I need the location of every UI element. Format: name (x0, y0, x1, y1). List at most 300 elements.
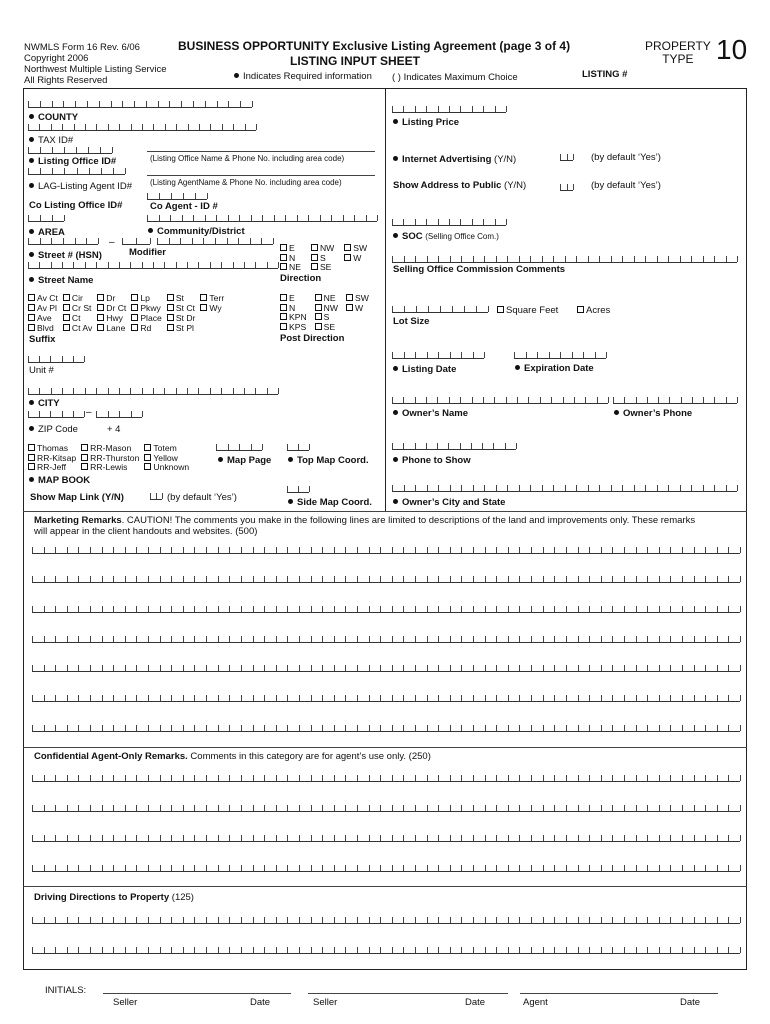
suffix-option[interactable]: Blvd (28, 324, 58, 333)
field-tick (450, 775, 451, 781)
field-tick (187, 388, 188, 394)
agent-initials-line[interactable] (520, 993, 718, 994)
owner-phone-field[interactable] (613, 394, 737, 404)
field-tick (438, 576, 439, 582)
field-tick (705, 606, 706, 612)
field-tick (253, 725, 254, 731)
field-tick (496, 485, 497, 491)
checkbox-icon[interactable] (63, 304, 70, 311)
field-tick (496, 695, 497, 701)
field-tick (159, 215, 160, 221)
checkbox-icon[interactable] (315, 304, 322, 311)
checkbox-icon[interactable] (167, 314, 174, 321)
post-direction-option[interactable]: S (315, 313, 338, 323)
field-tick (299, 606, 300, 612)
checkbox-icon[interactable] (280, 254, 287, 261)
direction-sw-option[interactable]: SW (344, 244, 367, 254)
suffix-option[interactable]: Ct (63, 314, 92, 323)
marketing-remarks-line[interactable] (32, 662, 740, 672)
suffix-option[interactable]: Terr (200, 294, 224, 303)
listing-office-id-field[interactable] (28, 144, 112, 154)
checkbox-icon[interactable] (167, 304, 174, 311)
seller2-initials-line[interactable] (308, 993, 508, 994)
phone-to-show-label: Phone to Show (393, 456, 471, 466)
seller1-initials-line[interactable] (103, 993, 291, 994)
checkbox-icon[interactable] (97, 294, 104, 301)
property-type-label: PROPERTY TYPE (645, 39, 711, 66)
field-tick (228, 101, 229, 107)
suffix-option[interactable]: Av Ct (28, 294, 58, 303)
direction-nw-option[interactable]: NW (311, 244, 334, 254)
field-tick (728, 636, 729, 642)
field-tick (357, 947, 358, 953)
marketing-remarks-line[interactable] (32, 692, 740, 702)
map-book-option[interactable]: RR-Jeff (28, 463, 76, 473)
field-tick (508, 547, 509, 553)
field-tick (728, 805, 729, 811)
field-tick (680, 256, 681, 262)
suffix-option[interactable]: Ct Av (63, 324, 92, 333)
field-tick (84, 356, 85, 362)
checkbox-icon[interactable] (131, 314, 138, 321)
field-tick (599, 485, 600, 491)
checkbox-icon[interactable] (311, 244, 318, 251)
checkbox-icon[interactable] (28, 294, 35, 301)
checkbox-icon[interactable] (315, 294, 322, 301)
field-tick (218, 775, 219, 781)
post-direction-option[interactable]: NE (315, 294, 338, 304)
field-tick (264, 576, 265, 582)
field-tick (67, 695, 68, 701)
street-number-field[interactable] (28, 259, 278, 269)
property-type-value: 10 (716, 34, 748, 65)
field-tick (101, 168, 102, 174)
suffix-option[interactable]: Av Pl (28, 304, 58, 313)
zip4-label: + 4 (107, 424, 121, 435)
field-tick (102, 547, 103, 553)
checkbox-icon[interactable] (344, 244, 351, 251)
map-book-option[interactable]: Thomas (28, 444, 76, 454)
bullet-icon (515, 365, 520, 370)
checkbox-icon[interactable] (315, 323, 322, 330)
post-direction-option[interactable]: SW (346, 294, 369, 304)
map-book-option[interactable]: Yellow (144, 454, 189, 464)
field-tick (578, 725, 579, 731)
co-agent-id-box[interactable] (147, 190, 207, 200)
field-tick (438, 256, 439, 262)
checkbox-icon[interactable] (280, 313, 287, 320)
suffix-option[interactable]: Dr (97, 294, 126, 303)
show-address-field[interactable] (560, 181, 573, 191)
field-tick (482, 443, 483, 449)
checkbox-icon[interactable] (280, 304, 287, 311)
field-tick (508, 835, 509, 841)
field-tick (636, 636, 637, 642)
field-tick (32, 725, 33, 731)
direction-s-option[interactable]: S (311, 254, 334, 264)
checkbox-icon[interactable] (131, 294, 138, 301)
checkbox-icon[interactable] (131, 304, 138, 311)
field-tick (287, 576, 288, 582)
field-tick (485, 805, 486, 811)
field-tick (241, 947, 242, 953)
field-tick (96, 411, 97, 417)
field-tick (668, 256, 669, 262)
field-tick (647, 397, 648, 403)
field-tick (540, 397, 541, 403)
map-book-option[interactable]: RR-Lewis (81, 463, 139, 473)
field-tick (229, 917, 230, 923)
field-tick (112, 147, 113, 153)
field-tick (427, 256, 428, 262)
directions-line[interactable] (32, 914, 740, 924)
county-field[interactable] (28, 98, 252, 108)
field-tick (519, 485, 520, 491)
checkbox-icon[interactable] (28, 444, 35, 451)
city-field[interactable] (28, 385, 278, 395)
lag-agent-field[interactable] (28, 165, 125, 175)
checkbox-icon[interactable] (28, 454, 35, 461)
field-tick (311, 636, 312, 642)
suffix-option[interactable]: Wy (200, 304, 224, 313)
field-tick (44, 695, 45, 701)
field-tick (241, 665, 242, 671)
field-tick (705, 725, 706, 731)
field-tick (543, 775, 544, 781)
field-tick (32, 805, 33, 811)
field-tick (245, 124, 246, 130)
checkbox-icon[interactable] (497, 306, 504, 313)
field-tick (392, 106, 393, 112)
field-tick (55, 805, 56, 811)
field-tick (508, 865, 509, 871)
checkbox-icon[interactable] (280, 294, 287, 301)
checkbox-icon[interactable] (280, 244, 287, 251)
direction-e-option[interactable]: E (280, 244, 301, 254)
field-tick (62, 356, 63, 362)
field-tick (171, 695, 172, 701)
field-tick (485, 547, 486, 553)
checkbox-icon[interactable] (315, 313, 322, 320)
field-tick (589, 725, 590, 731)
field-tick (194, 947, 195, 953)
field-tick (589, 606, 590, 612)
suffix-option[interactable]: Ave (28, 314, 58, 323)
field-tick (357, 725, 358, 731)
tax-id-label: TAX ID# (29, 136, 73, 146)
checkbox-icon[interactable] (97, 304, 104, 311)
field-tick (206, 665, 207, 671)
field-tick (461, 835, 462, 841)
field-tick (415, 219, 416, 225)
field-tick (125, 775, 126, 781)
field-tick (216, 215, 217, 221)
checkbox-icon[interactable] (63, 294, 70, 301)
confidential-remarks-line[interactable] (32, 832, 740, 842)
checkbox-icon[interactable] (81, 454, 88, 461)
field-tick (578, 805, 579, 811)
field-tick (494, 397, 495, 403)
phone-to-show-field[interactable] (392, 440, 516, 450)
post-direction-option[interactable]: E (280, 294, 307, 304)
field-tick (308, 215, 309, 221)
field-tick (345, 547, 346, 553)
field-tick (566, 775, 567, 781)
community-field[interactable] (157, 235, 273, 245)
bullet-icon (29, 400, 34, 405)
listing-price-label: Listing Price (393, 118, 459, 128)
checkbox-icon[interactable] (280, 263, 287, 270)
field-tick (585, 397, 586, 403)
checkbox-icon[interactable] (346, 304, 353, 311)
post-direction-option[interactable]: SE (315, 323, 338, 333)
checkbox-icon[interactable] (167, 294, 174, 301)
checkbox-icon[interactable] (63, 314, 70, 321)
soc-field[interactable] (392, 216, 506, 226)
suffix-option[interactable]: Cir (63, 294, 92, 303)
marketing-remarks-line[interactable] (32, 544, 740, 554)
checkbox-icon[interactable] (97, 324, 104, 331)
checkbox-icon[interactable] (167, 324, 174, 331)
confidential-remarks-line[interactable] (32, 802, 740, 812)
field-tick (148, 547, 149, 553)
suffix-option[interactable]: St Pl (167, 324, 196, 333)
field-tick (682, 576, 683, 582)
field-tick (90, 725, 91, 731)
field-tick (287, 636, 288, 642)
map-book-option[interactable]: Unknown (144, 463, 189, 473)
field-tick (416, 306, 417, 312)
field-tick (560, 184, 561, 190)
co-listing-office-field[interactable] (28, 212, 64, 222)
suffix-option[interactable]: Rd (131, 324, 162, 333)
street-name-label: Street Name (29, 276, 93, 286)
field-tick (403, 636, 404, 642)
checkbox-icon[interactable] (131, 324, 138, 331)
field-tick (496, 256, 497, 262)
checkbox-icon[interactable] (97, 314, 104, 321)
suffix-option[interactable]: Pkwy (131, 304, 162, 313)
field-tick (169, 101, 170, 107)
field-tick (427, 835, 428, 841)
field-tick (206, 695, 207, 701)
checkbox-icon[interactable] (346, 294, 353, 301)
direction-ne-option[interactable]: NE (280, 263, 301, 273)
directions-line[interactable] (32, 944, 740, 954)
field-tick (392, 865, 393, 871)
rights: All Rights Reserved (24, 75, 108, 86)
unit-field[interactable] (28, 353, 84, 363)
checkbox-icon[interactable] (63, 324, 70, 331)
field-tick (122, 238, 123, 244)
post-direction-option[interactable]: N (280, 304, 307, 314)
map-page-field[interactable] (216, 441, 262, 451)
map-book-option[interactable]: RR-Mason (81, 444, 139, 454)
field-tick (75, 238, 76, 244)
field-tick (508, 917, 509, 923)
field-tick (611, 485, 612, 491)
field-tick (119, 262, 120, 268)
field-tick (86, 238, 87, 244)
post-direction-option[interactable]: NW (315, 304, 338, 314)
field-tick (148, 695, 149, 701)
field-tick (519, 805, 520, 811)
field-tick (322, 917, 323, 923)
field-tick (578, 835, 579, 841)
top-map-field[interactable] (287, 441, 309, 451)
field-tick (740, 835, 741, 841)
field-tick (728, 865, 729, 871)
field-tick (229, 547, 230, 553)
checkbox-icon[interactable] (28, 314, 35, 321)
field-tick (404, 352, 405, 358)
side-map-field[interactable] (287, 483, 309, 493)
listing-number-label: LISTING # (582, 69, 628, 80)
direction-w-option[interactable]: W (344, 254, 367, 264)
zip4-field[interactable] (96, 408, 142, 418)
owner-city-state-field[interactable] (392, 482, 737, 492)
page-subtitle: LISTING INPUT SHEET (290, 54, 421, 68)
area-sub-field[interactable] (122, 235, 150, 245)
owner-name-field[interactable] (392, 394, 608, 404)
suffix-option[interactable]: Cr St (63, 304, 92, 313)
field-tick (194, 606, 195, 612)
soc-comments-field[interactable] (392, 253, 737, 263)
checkbox-icon[interactable] (280, 323, 287, 330)
suffix-option[interactable]: Lp (131, 294, 162, 303)
checkbox-icon[interactable] (344, 254, 351, 261)
bullet-icon (29, 229, 34, 234)
field-tick (369, 917, 370, 923)
field-tick (276, 636, 277, 642)
post-direction-option[interactable]: KPS (280, 323, 307, 333)
field-tick (438, 636, 439, 642)
suffix-option[interactable]: Place (131, 314, 162, 323)
field-tick (253, 576, 254, 582)
bullet-icon (234, 73, 239, 78)
confidential-remarks-line[interactable] (32, 772, 740, 782)
map-book-option[interactable]: RR-Kitsap (28, 454, 76, 464)
listing-price-field[interactable] (392, 103, 506, 113)
post-direction-option[interactable]: W (346, 304, 369, 314)
square-feet-option[interactable]: Square Feet (497, 306, 558, 316)
field-tick (147, 193, 148, 199)
field-tick (450, 606, 451, 612)
field-tick (426, 443, 427, 449)
field-tick (369, 665, 370, 671)
map-book-option[interactable]: Totem (144, 444, 189, 454)
checkbox-icon[interactable] (144, 463, 151, 470)
checkbox-icon[interactable] (577, 306, 584, 313)
marketing-remarks-line[interactable] (32, 603, 740, 613)
map-book-option[interactable]: RR-Thurston (81, 454, 139, 464)
field-tick (612, 865, 613, 871)
field-tick (659, 865, 660, 871)
section-divider (23, 511, 747, 512)
suffix-option[interactable]: St Ct (167, 304, 196, 313)
field-tick (403, 835, 404, 841)
listing-date-field[interactable] (392, 349, 484, 359)
tax-id-field[interactable] (28, 121, 256, 131)
field-tick (345, 805, 346, 811)
co-agent-field[interactable] (147, 212, 377, 222)
marketing-remarks-line[interactable] (32, 633, 740, 643)
field-tick (102, 917, 103, 923)
suffix-option[interactable]: Dr Ct (97, 304, 126, 313)
checkbox-icon[interactable] (81, 444, 88, 451)
field-tick (160, 606, 161, 612)
field-tick (357, 835, 358, 841)
field-tick (595, 352, 596, 358)
checkbox-icon[interactable] (200, 294, 207, 301)
field-tick (426, 106, 427, 112)
checkbox-icon[interactable] (311, 254, 318, 261)
field-tick (589, 805, 590, 811)
direction-se-option[interactable]: SE (311, 263, 334, 273)
show-map-link-field[interactable] (150, 490, 162, 500)
field-tick (483, 106, 484, 112)
expiration-date-field[interactable] (514, 349, 606, 359)
zip-field[interactable] (28, 408, 84, 418)
field-tick (531, 865, 532, 871)
lot-size-field[interactable] (392, 303, 488, 313)
field-tick (309, 444, 310, 450)
lag-agent-line[interactable] (147, 175, 375, 176)
field-tick (472, 106, 473, 112)
area-field[interactable] (28, 235, 98, 245)
checkbox-icon[interactable] (81, 463, 88, 470)
field-tick (183, 636, 184, 642)
field-tick (171, 947, 172, 953)
field-tick (578, 695, 579, 701)
confidential-remarks-line[interactable] (32, 862, 740, 872)
marketing-remarks-line[interactable] (32, 573, 740, 583)
checkbox-icon[interactable] (144, 444, 151, 451)
field-tick (601, 917, 602, 923)
field-tick (438, 665, 439, 671)
internet-adv-field[interactable] (560, 151, 573, 161)
suffix-option[interactable]: Lane (97, 324, 126, 333)
field-tick (264, 835, 265, 841)
suffix-option[interactable]: St (167, 294, 196, 303)
field-tick (415, 106, 416, 112)
suffix-option[interactable]: Hwy (97, 314, 126, 323)
direction-n-option[interactable]: N (280, 254, 301, 264)
checkbox-icon[interactable] (28, 463, 35, 470)
post-direction-option[interactable]: KPN (280, 313, 307, 323)
field-tick (680, 485, 681, 491)
field-tick (55, 665, 56, 671)
column-divider (385, 88, 386, 512)
listing-office-line[interactable] (147, 151, 375, 152)
field-tick (549, 352, 550, 358)
field-tick (322, 665, 323, 671)
field-tick (728, 835, 729, 841)
checkbox-icon[interactable] (28, 304, 35, 311)
checkbox-icon[interactable] (144, 454, 151, 461)
checkbox-icon[interactable] (311, 263, 318, 270)
suffix-option[interactable]: St Dr (167, 314, 196, 323)
field-tick (657, 256, 658, 262)
checkbox-icon[interactable] (28, 324, 35, 331)
section-divider (23, 886, 747, 887)
marketing-remarks-line[interactable] (32, 722, 740, 732)
field-tick (578, 606, 579, 612)
acres-option[interactable]: Acres (577, 306, 610, 316)
checkbox-icon[interactable] (200, 304, 207, 311)
field-tick (694, 695, 695, 701)
field-tick (461, 947, 462, 953)
